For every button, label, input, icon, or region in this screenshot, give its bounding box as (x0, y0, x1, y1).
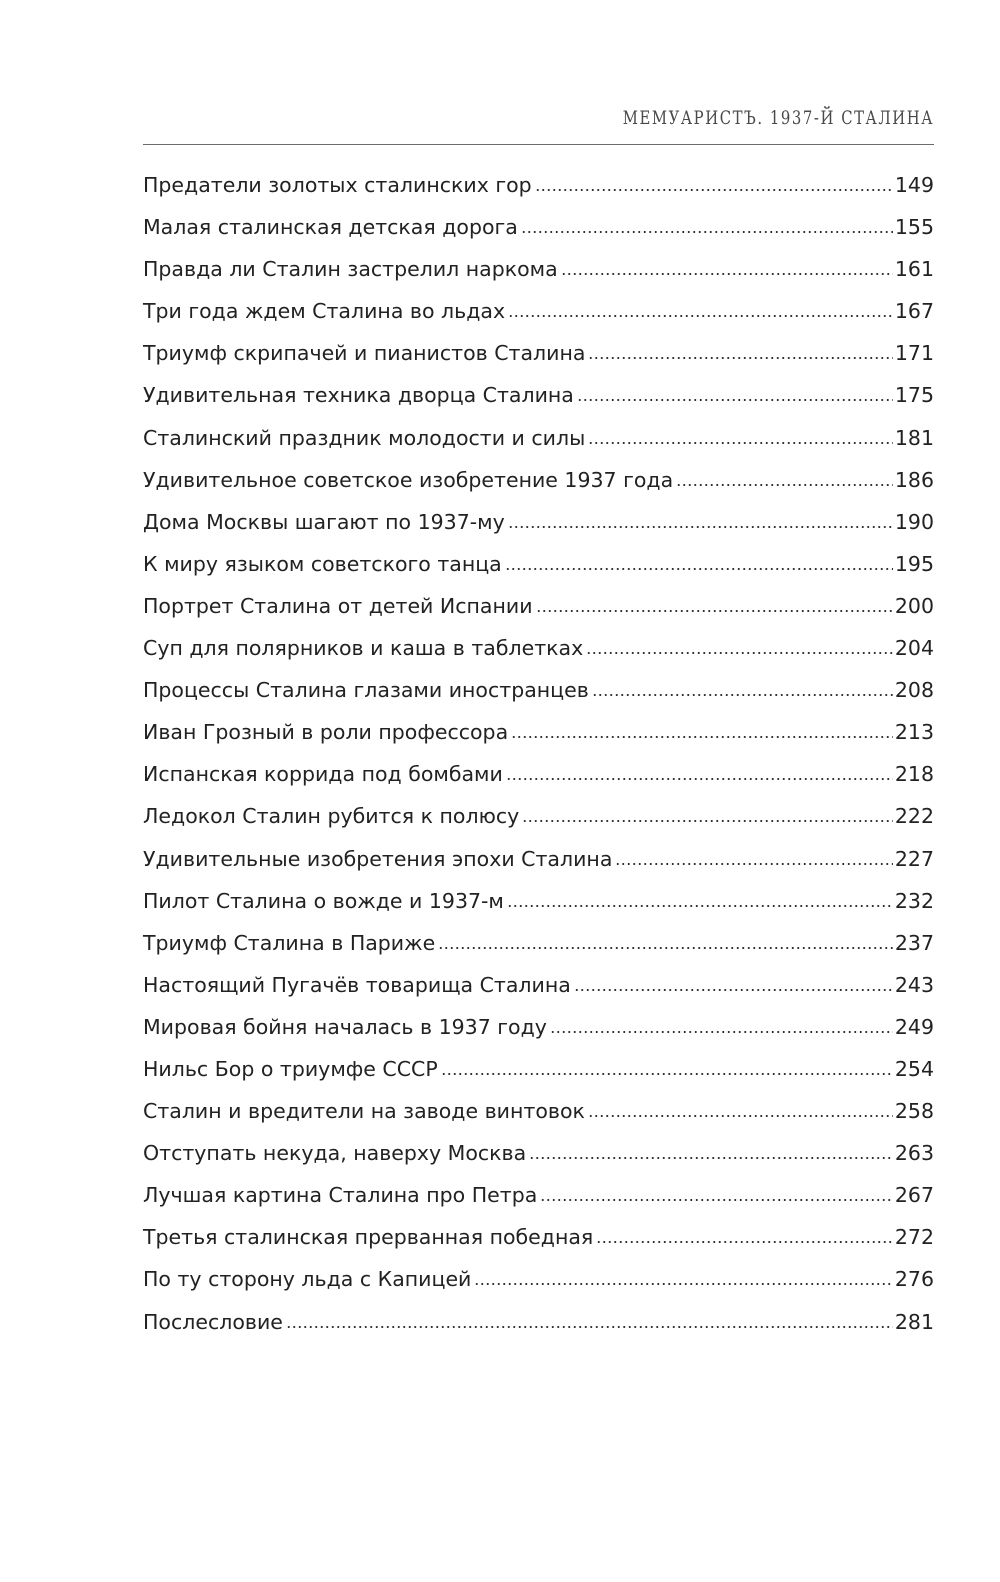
toc-dot-leader (508, 525, 893, 529)
toc-entry-page-number: 218 (894, 762, 934, 787)
toc-entry (143, 711, 934, 753)
toc-entry (143, 543, 934, 585)
toc-dot-leader (441, 1072, 893, 1076)
toc-entry-page-number: 186 (894, 467, 934, 492)
toc-dot-leader (506, 777, 893, 781)
toc-entry-title: Нильс Бор о триумфе СССР (143, 1056, 438, 1081)
toc-entry (143, 1301, 934, 1343)
toc-entry-title: Третья сталинская прерванная победная (143, 1225, 594, 1250)
toc-entry (143, 627, 934, 669)
toc-entry (143, 417, 934, 459)
toc-entry (143, 1258, 934, 1300)
toc-dot-leader (511, 735, 893, 739)
toc-entry-page-number: 175 (894, 383, 934, 408)
toc-dot-leader (536, 609, 893, 613)
toc-dot-leader (577, 398, 893, 402)
toc-entry-title: Послесловие (143, 1309, 283, 1334)
toc-entry (143, 585, 934, 627)
toc-entry-title: Сталин и вредители на заводе винтовок (143, 1099, 585, 1124)
toc-entry (143, 838, 934, 880)
toc-entry-page-number: 161 (894, 257, 934, 282)
toc-entry-page-number: 181 (894, 425, 934, 450)
toc-entry (143, 206, 934, 248)
toc-dot-leader (588, 356, 892, 360)
toc-entry-page-number: 227 (894, 846, 934, 871)
toc-entry-page-number: 272 (894, 1225, 934, 1250)
toc-dot-leader (521, 230, 893, 234)
toc-dot-leader (438, 946, 893, 950)
toc-entry-page-number: 267 (894, 1183, 934, 1208)
toc-entry (143, 332, 934, 374)
header-rule (143, 144, 934, 145)
toc-dot-leader (286, 1325, 893, 1329)
toc-entry-page-number: 155 (894, 215, 934, 240)
toc-entry (143, 795, 934, 837)
toc-entry (143, 290, 934, 332)
toc-dot-leader (586, 651, 893, 655)
toc-dot-leader (505, 567, 893, 571)
toc-dot-leader (561, 272, 893, 276)
toc-dot-leader (540, 1198, 893, 1202)
toc-entry-title: Ледокол Сталин рубится к полюсу (143, 804, 520, 829)
toc-entry-title: Суп для полярников и каша в таблетках (143, 636, 584, 661)
toc-entry (143, 880, 934, 922)
toc-entry-title: Испанская коррида под бомбами (143, 762, 503, 787)
toc-entry-page-number: 190 (894, 509, 934, 534)
toc-entry-page-number: 254 (894, 1056, 934, 1081)
toc-entry-title: Дома Москвы шагают по 1937-му (143, 509, 505, 534)
toc-entry-page-number: 167 (894, 299, 934, 324)
toc-entry-page-number: 171 (894, 341, 934, 366)
toc-entry-title: По ту сторону льда с Капицей (143, 1267, 472, 1292)
toc-entry-page-number: 204 (894, 636, 934, 661)
toc-entry-title: Три года ждем Сталина во льдах (143, 299, 506, 324)
toc-entry-title: К миру языком советского танца (143, 551, 502, 576)
toc-dot-leader (588, 441, 893, 445)
toc-dot-leader (676, 483, 893, 487)
toc-entry-page-number: 263 (894, 1141, 934, 1166)
toc-entry-page-number: 232 (894, 888, 934, 913)
toc-entry (143, 248, 934, 290)
running-header: МЕМУАРИСТЪ. 1937-Й СТАЛИНА (622, 107, 934, 129)
toc-dot-leader (529, 1156, 893, 1160)
toc-entry-page-number: 200 (894, 593, 934, 618)
toc-entry-title: Иван Грозный в роли профессора (143, 720, 509, 745)
toc-entry-title: Мировая бойня началась в 1937 году (143, 1014, 547, 1039)
toc-entry-page-number: 213 (894, 720, 934, 745)
toc-entry-title: Удивительные изобретения эпохи Сталина (143, 846, 613, 871)
toc-entry-title: Триумф Сталина в Париже (143, 930, 436, 955)
toc-dot-leader (588, 1114, 893, 1118)
toc-entry (143, 964, 934, 1006)
toc-dot-leader (615, 862, 892, 866)
toc-entry (143, 374, 934, 416)
toc-entry-title: Отступать некуда, наверху Москва (143, 1141, 527, 1166)
toc-entry-title: Сталинский праздник молодости и силы (143, 425, 586, 450)
toc-entry-page-number: 276 (894, 1267, 934, 1292)
toc-entry (143, 1090, 934, 1132)
toc-entry (143, 1174, 934, 1216)
toc-dot-leader (535, 188, 893, 192)
toc-dot-leader (474, 1282, 892, 1286)
toc-entry-title: Пилот Сталина о вожде и 1937-м (143, 888, 504, 913)
toc-entry (143, 753, 934, 795)
toc-entry (143, 164, 934, 206)
toc-entry-page-number: 243 (894, 972, 934, 997)
toc-entry (143, 1132, 934, 1174)
toc-entry-page-number: 149 (894, 173, 934, 197)
toc-dot-leader (574, 988, 893, 992)
toc-entry (143, 1216, 934, 1258)
toc-entry-title: Малая сталинская детская дорога (143, 215, 518, 240)
toc-entry-title: Портрет Сталина от детей Испании (143, 593, 533, 618)
toc-entry-title: Триумф скрипачей и пианистов Сталина (143, 341, 586, 366)
toc-dot-leader (596, 1240, 893, 1244)
toc-entry-page-number: 195 (894, 551, 934, 576)
toc-entry-title: Удивительная техника дворца Сталина (143, 383, 574, 408)
toc-entry (143, 1006, 934, 1048)
toc-entry-title: Процессы Сталина глазами иностранцев (143, 678, 589, 703)
toc-dot-leader (508, 314, 893, 318)
toc-entry-page-number: 281 (894, 1309, 934, 1334)
toc-entry-title: Удивительное советское изобретение 1937 года (143, 467, 674, 492)
toc-entry-title: Лучшая картина Сталина про Петра (143, 1183, 538, 1208)
toc-dot-leader (550, 1030, 893, 1034)
toc-entry-page-number: 258 (894, 1099, 934, 1124)
toc-entry-page-number: 208 (894, 678, 934, 703)
toc-entry (143, 501, 934, 543)
toc-entry (143, 922, 934, 964)
toc-entry-page-number: 249 (894, 1014, 934, 1039)
toc-entry-page-number: 237 (894, 930, 934, 955)
table-of-contents (143, 164, 934, 1343)
toc-entry-page-number: 222 (894, 804, 934, 829)
toc-entry-title: Настоящий Пугачёв товарища Сталина (143, 972, 571, 997)
toc-entry (143, 1048, 934, 1090)
toc-dot-leader (507, 904, 893, 908)
toc-dot-leader (592, 693, 893, 697)
toc-entry (143, 669, 934, 711)
toc-entry-title: Предатели золотых сталинских гор (143, 173, 532, 197)
toc-entry-title: Правда ли Сталин застрелил наркома (143, 257, 558, 282)
toc-dot-leader (522, 819, 893, 823)
toc-entry (143, 459, 934, 501)
